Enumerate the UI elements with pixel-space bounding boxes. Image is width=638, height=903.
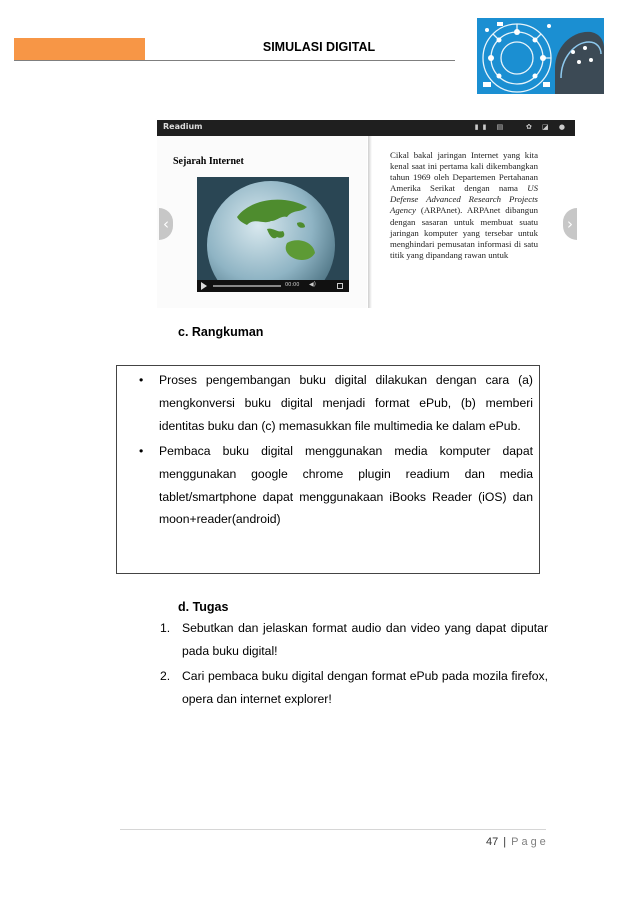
page-number: 47 [486, 836, 499, 848]
fullscreen-icon[interactable] [337, 283, 343, 289]
page-divider [368, 136, 372, 308]
video-seek-bar[interactable] [213, 285, 281, 287]
summary-item: • Proses pengembangan buku digital dilakukan dengan cara (a) mengkonversi buku digital menjadi format ePub, (b) memberi identitas buku dan (c) memasukkan file multimedia ke dalam ePub. [117, 369, 539, 438]
summary-item: • Pembaca buku digital menggunakan media komputer dapat menggunakan google chrome plugin readium dan media tablet/smartphone dapat menggunakaan iBooks Reader (iOS) dan moon+reader(android) [117, 440, 539, 532]
tasks-list [160, 617, 548, 713]
summary-box [116, 365, 540, 574]
reader-toolbar [157, 120, 575, 136]
video-time: 00:00 [285, 282, 300, 288]
summary-list [117, 369, 539, 533]
digital-brain-logo-icon [477, 18, 604, 94]
reader-app-name: Readium [163, 122, 203, 131]
globe-icon [197, 177, 349, 280]
task-item: 1. Sebutkan dan jelaskan format audio dan video yang dapat diputar pada buku digital! [160, 617, 548, 663]
globe-video [197, 177, 349, 292]
bullet-icon: • [139, 373, 144, 387]
readium-screenshot [157, 120, 575, 308]
reader-body-text: Cikal bakal jaringan Internet yang kita kenal saat ini pertama kali dikembangkan tahun 1969 oleh Departemen Pertahanan Amerika Serikat dengan nama US Defense Advanced Research Projects Agency (ARPAnet). ARPAnet dibangun dengan sasaran untuk membuat suatu jaringan komputer yang tersebar untuk menghindari pemusatan informasi di satu titik yang dipandang rawan untuk [390, 150, 538, 260]
page-footer [486, 836, 549, 848]
footer-rule [120, 829, 546, 830]
tasks-heading: d. Tugas [178, 600, 229, 614]
reader-chapter-title: Sejarah Internet [173, 156, 244, 167]
page-header-title: SIMULASI DIGITAL [262, 40, 376, 54]
play-icon[interactable] [201, 282, 207, 290]
reader-toolbar-icons: ▮▮ ▤ ✿ ◪ ● [474, 123, 569, 131]
bullet-icon: • [139, 443, 144, 458]
summary-heading: c. Rangkuman [178, 325, 264, 339]
prev-page-button[interactable]: ‹ [159, 208, 173, 240]
video-controls [197, 280, 349, 292]
next-page-button[interactable]: › [563, 208, 577, 240]
task-number: 2. [160, 668, 171, 683]
task-number: 1. [160, 621, 171, 635]
page-label: Page [511, 836, 549, 848]
volume-icon[interactable]: ◀) [309, 281, 316, 288]
task-item: 2. Cari pembaca buku digital dengan format ePub pada mozila firefox, opera dan internet explorer! [160, 665, 548, 711]
header-rule [14, 60, 455, 61]
footer-separator: | [503, 836, 507, 848]
